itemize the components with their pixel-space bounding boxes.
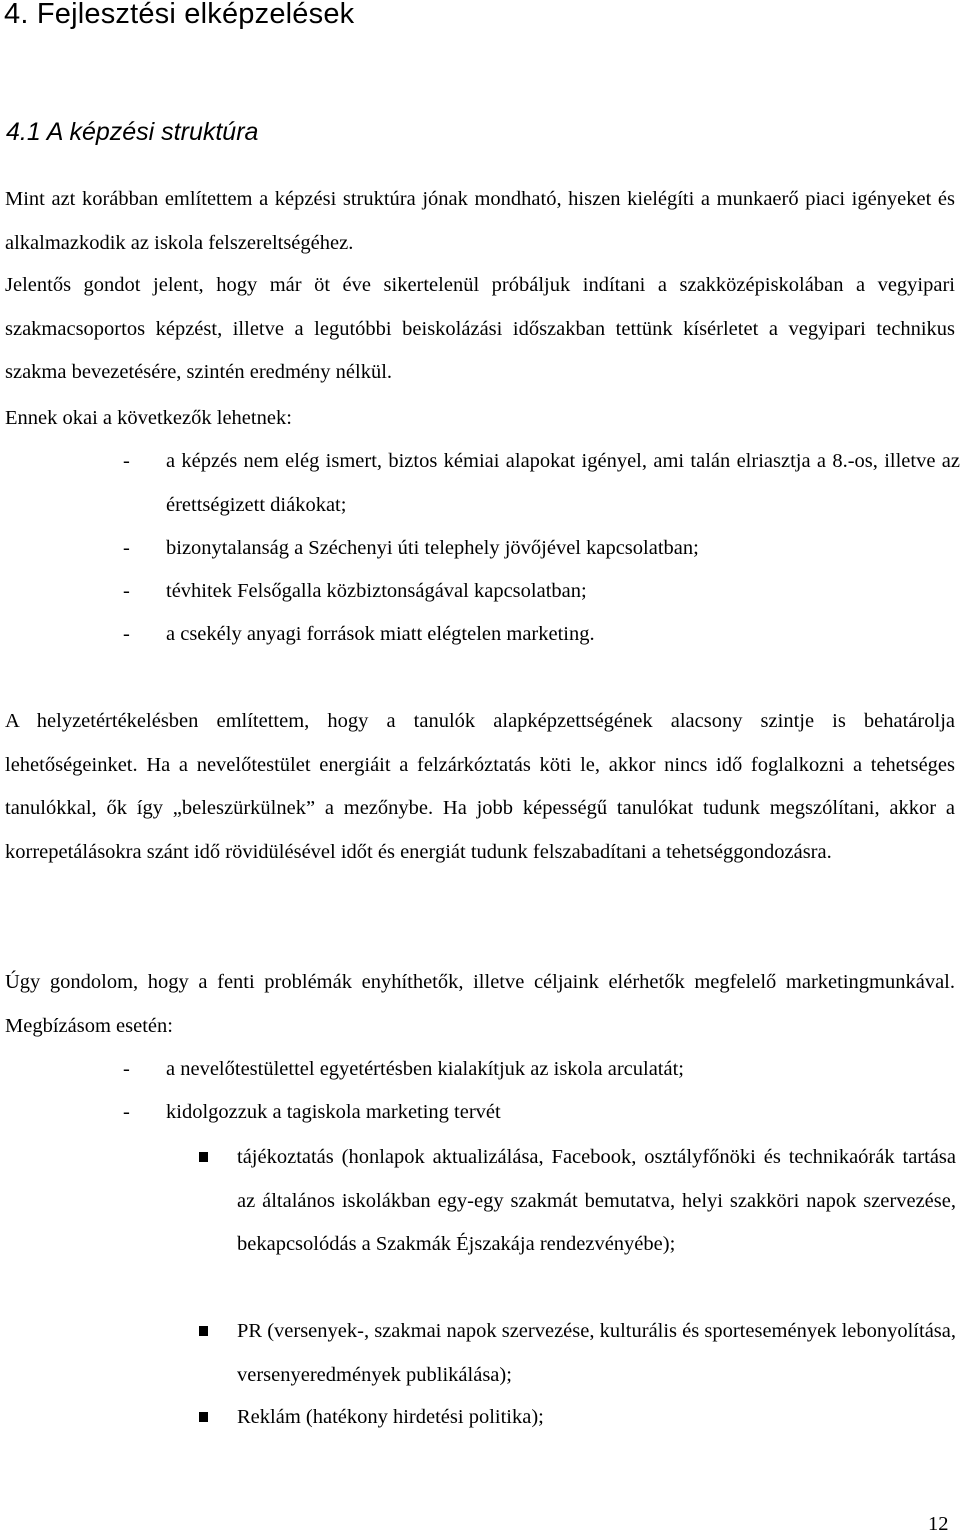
square-bullet-icon [199, 1152, 208, 1162]
list-item-text: a képzés nem elég ismert, biztos kémiai alapokat igényel, ami talán elriasztja a 8.-os, illetve az érettségizett diákokat; [166, 450, 960, 516]
paragraph-problem: Jelentős gondot jelent, hogy már öt éve sikertelenül próbáljuk indítani a szakközépiskolában a vegyipari szakmacsoportos képzést, illetve a legutóbbi beiskolázási időszakban tettünk kísérletet a vegyipari technikus szakma bevezetésére, szintén eredmény nélkül. [5, 274, 955, 383]
list-item-text: a nevelőtestülettel egyetértésben kialakítjuk az iskola arculatát; [166, 1058, 684, 1080]
sublist-item-text: PR (versenyek-, szakmai napok szervezése, kulturális és sportesemények lebonyolítása, versenyeredmények publikálása); [237, 1320, 956, 1386]
dash-bullet: - [123, 1058, 130, 1080]
page-number: 12 [928, 1513, 949, 1535]
dash-bullet: - [123, 580, 130, 602]
list-item-text: kidolgozzuk a tagiskola marketing tervét [166, 1101, 501, 1123]
square-bullet-icon [199, 1326, 208, 1336]
dash-bullet: - [123, 1101, 130, 1123]
dash-bullet: - [123, 537, 130, 559]
subsection-heading: 4.1 A képzési struktúra [6, 118, 259, 146]
sublist-item-text: tájékoztatás (honlapok aktualizálása, Facebook, osztályfőnöki és technikaórák tartása az általános iskolákban egy-egy szakmát bemutatva, helyi szakköri napok szervezése, bekapcsolódás a Szakmák Éjszakája rendezvényébe); [237, 1146, 956, 1255]
list-item-text: bizonytalanság a Széchenyi úti telephely jövőjével kapcsolatban; [166, 537, 699, 559]
list-item-text: a csekély anyagi források miatt elégtelen marketing. [166, 623, 595, 645]
paragraph-proposal: Úgy gondolom, hogy a fenti problémák enyhíthetők, illetve céljaink elérhetők megfelelő marketingmunkával. Megbízásom esetén: [5, 971, 955, 1037]
paragraph-reasons-lead: Ennek okai a következők lehetnek: [5, 407, 292, 429]
list-item-text: tévhitek Felsőgalla közbiztonságával kapcsolatban; [166, 580, 587, 602]
paragraph-assessment: A helyzetértékelésben említettem, hogy a tanulók alapképzettségének alacsony szintje is behatárolja lehetőségeinket. Ha a nevelőtestület energiáit a felzárkóztatás köti le, akkor nincs idő foglalkozni a tehetséges tanulókkal, ők így „beleszürkülnek” a mezőnybe. Ha jobb képességű tanulókat tudunk megszólítani, akkor a korrepetálásokra szánt idő rövidülésével időt és energiát tudunk felszabadítani a tehetséggondozásra. [5, 710, 955, 863]
paragraph-intro: Mint azt korábban említettem a képzési struktúra jónak mondható, hiszen kielégíti a munkaerő piaci igényeket és alkalmazkodik az iskola felszereltségéhez. [5, 188, 955, 254]
dash-bullet: - [123, 623, 130, 645]
sublist-item-text: Reklám (hatékony hirdetési politika); [237, 1406, 544, 1428]
section-heading: 4. Fejlesztési elképzelések [4, 0, 355, 30]
square-bullet-icon [199, 1412, 208, 1422]
dash-bullet: - [123, 450, 130, 472]
